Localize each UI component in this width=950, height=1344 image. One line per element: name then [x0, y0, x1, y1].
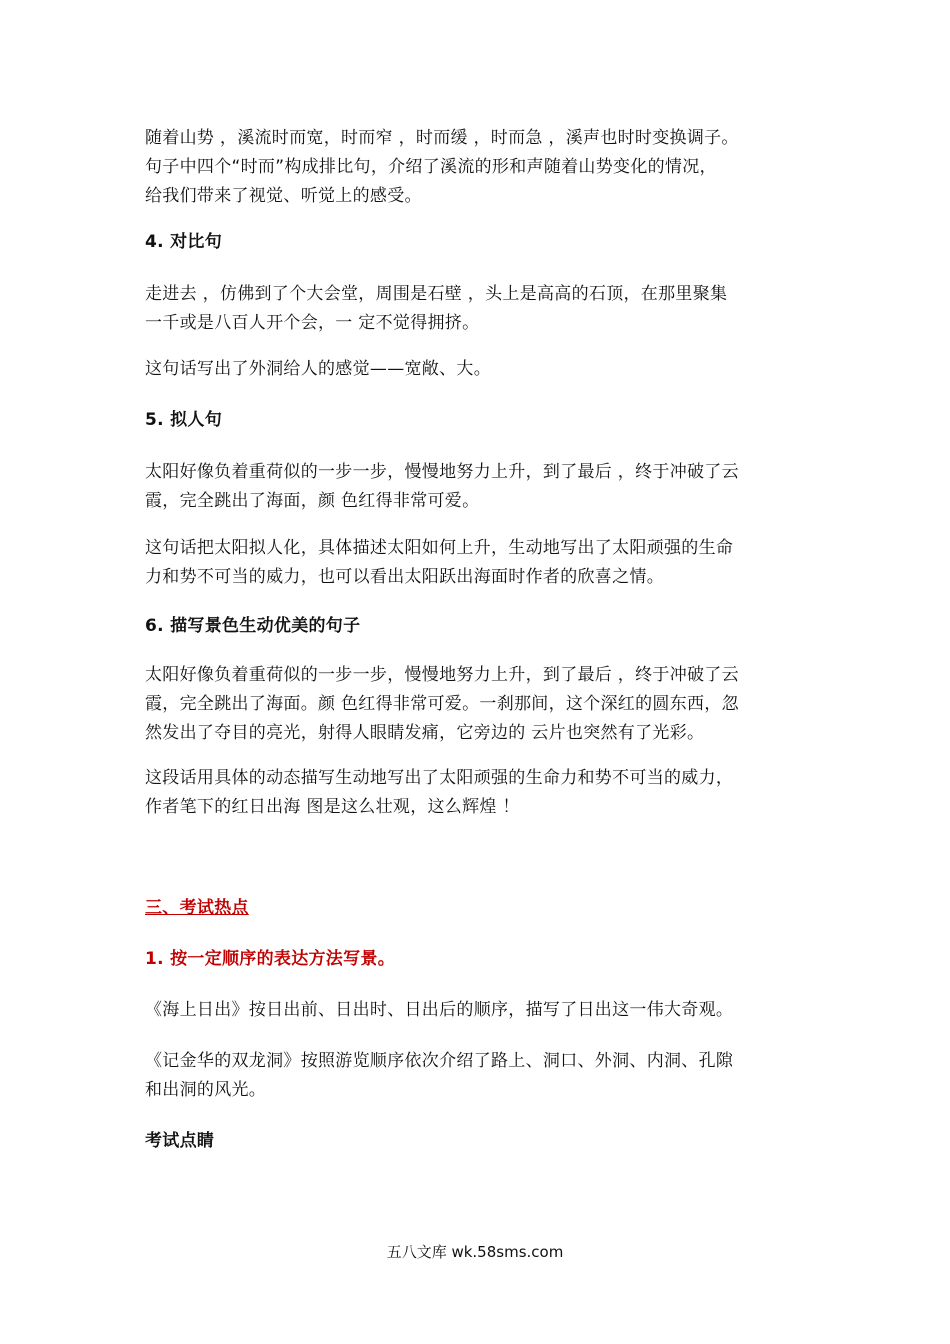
paragraph-cave-quote	[145, 280, 810, 338]
text-line: 和出洞的风光。	[145, 1080, 267, 1100]
heading-personification: 5. 拟人句	[145, 410, 223, 430]
text-line: 太阳好像负着重荷似的一步一步，慢慢地努力上升，到了最后 ，终于冲破了云	[145, 462, 739, 482]
text-line: 力和势不可当的威力，也可以看出太阳跃出海面时作者的欣喜之情。	[145, 567, 664, 587]
heading-vivid-scenery: 6. 描写景色生动优美的句子	[145, 616, 361, 636]
paragraph-cave-order	[145, 1047, 810, 1105]
text-line: 太阳好像负着重荷似的一步一步，慢慢地努力上升，到了最后 ，终于冲破了云	[145, 665, 739, 685]
paragraph-parallel-explanation	[145, 124, 810, 211]
text-line: 霞，完全跳出了海面。颜 色红得非常可爱。一刹那间，这个深红的圆东西，忽	[145, 694, 739, 714]
heading-contrast-sentence: 4. 对比句	[145, 232, 223, 252]
section-heading-exam-hotspots: 三、考试热点	[145, 898, 249, 918]
text-line: 霞，完全跳出了海面，颜 色红得非常可爱。	[145, 491, 480, 511]
paragraph-sun-explanation	[145, 534, 810, 592]
paragraph-sun-quote	[145, 458, 810, 516]
text-line: 走进去 ，仿佛到了个大会堂，周围是石壁 ，头上是高高的石顶，在那里聚集	[145, 284, 728, 304]
text-line: 这段话用具体的动态描写生动地写出了太阳顽强的生命力和势不可当的威力，	[145, 768, 734, 788]
text-line: 给我们带来了视觉、听觉上的感受。	[145, 186, 422, 206]
text-line: 作者笔下的红日出海 图是这么壮观，这么辉煌 ！	[145, 797, 520, 817]
footer-watermark: 五八文库 wk.58sms.com	[386, 1243, 564, 1261]
text-line: 然发出了夺目的亮光，射得人眼睛发痛，它旁边的 云片也突然有了光彩。	[145, 723, 705, 743]
paragraph-sunrise-order: 《海上日出》按日出前、日出时、日出后的顺序，描写了日出这一伟大奇观。	[145, 1000, 734, 1020]
paragraph-cave-explanation: 这句话写出了外洞给人的感觉——宽敞、大。	[145, 359, 491, 379]
text-line: 句子中四个“时而”构成排比句，介绍了溪流的形和声随着山势变化的情况，	[145, 157, 717, 177]
paragraph-sunrise-explanation	[145, 764, 810, 822]
text-line: 一千或是八百人开个会，一 定不觉得拥挤。	[145, 313, 480, 333]
text-line: 随着山势 ，溪流时而宽，时而窄 ，时而缓 ，时而急 ，溪声也时时变换调子。	[145, 128, 739, 148]
text-line: 《记金华的双龙洞》按照游览顺序依次介绍了路上、洞口、外洞、内洞、孔隙	[145, 1051, 734, 1071]
text-line: 这句话把太阳拟人化，具体描述太阳如何上升，生动地写出了太阳顽强的生命	[145, 538, 734, 558]
heading-exam-highlights: 考试点睛	[145, 1131, 215, 1151]
heading-order-description: 1. 按一定顺序的表达方法写景。	[145, 949, 396, 969]
paragraph-sunrise-quote	[145, 661, 810, 748]
